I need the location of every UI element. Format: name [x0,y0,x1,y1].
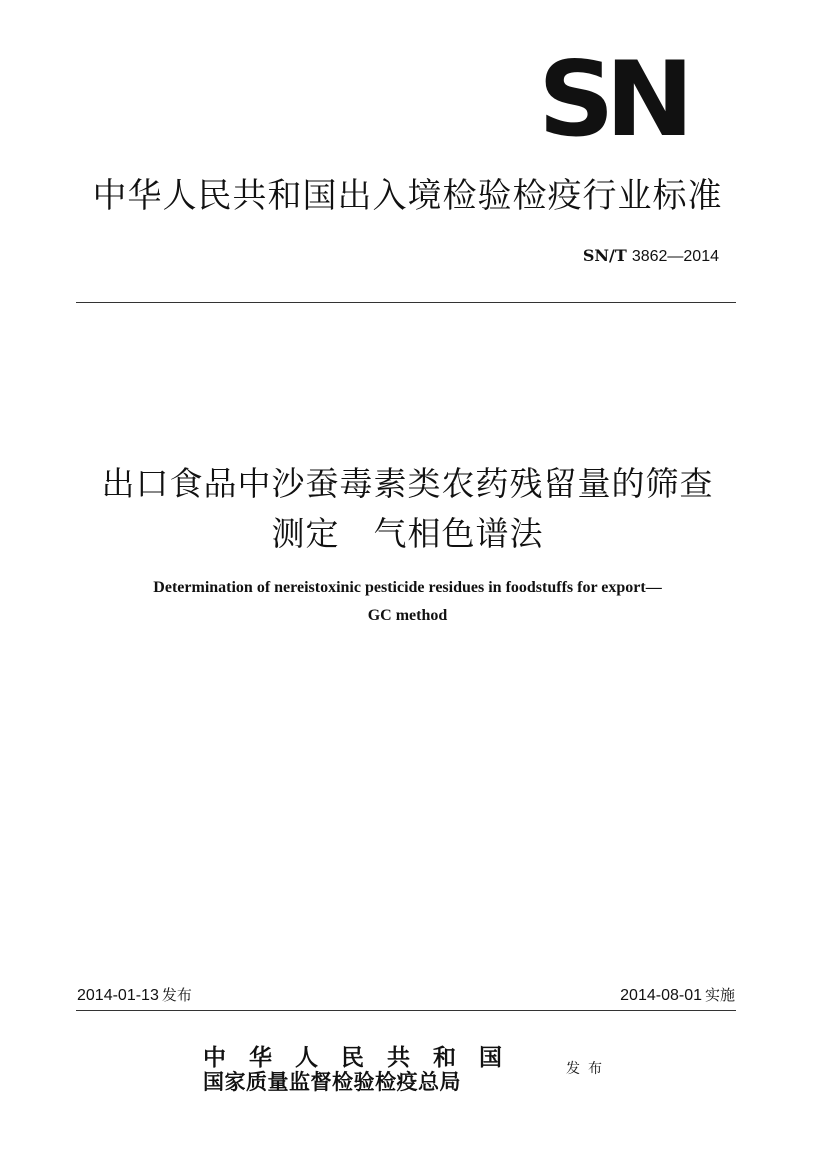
top-divider [76,302,736,303]
implementation-date-value: 2014-08-01 [620,987,702,1004]
english-title-line-1: Determination of nereistoxinic pesticide residues in foodstuffs for export— [153,579,662,596]
issue-date-value: 2014-01-13 [77,987,159,1004]
standard-category-heading: 中华人民共和国出入境检验检疫行业标准 [92,176,723,216]
chinese-title-line-2: 测定 气相色谱法 [271,514,544,553]
issuer-line-2: 国家质量监督检验检疫总局 [203,1069,461,1094]
issuing-authority [203,1046,525,1094]
standard-code [583,246,719,266]
standard-code-prefix: SN/T [582,246,627,265]
issue-date [77,984,192,1005]
publish-label: 发布 [566,1061,610,1077]
standard-code-number: 3862—2014 [631,248,719,265]
issue-date-label: 发布 [161,986,192,1004]
implementation-date-label: 实施 [704,986,735,1004]
bottom-divider [76,1010,736,1011]
english-title-line-2: GC method [367,607,448,624]
chinese-title-line-1: 出口食品中沙蚕毒素类农药残留量的筛查 [101,464,714,503]
sn-logo: SN [538,40,685,160]
implementation-date [620,984,735,1005]
issuer-line-1: 中华人民共和国 [203,1044,525,1071]
